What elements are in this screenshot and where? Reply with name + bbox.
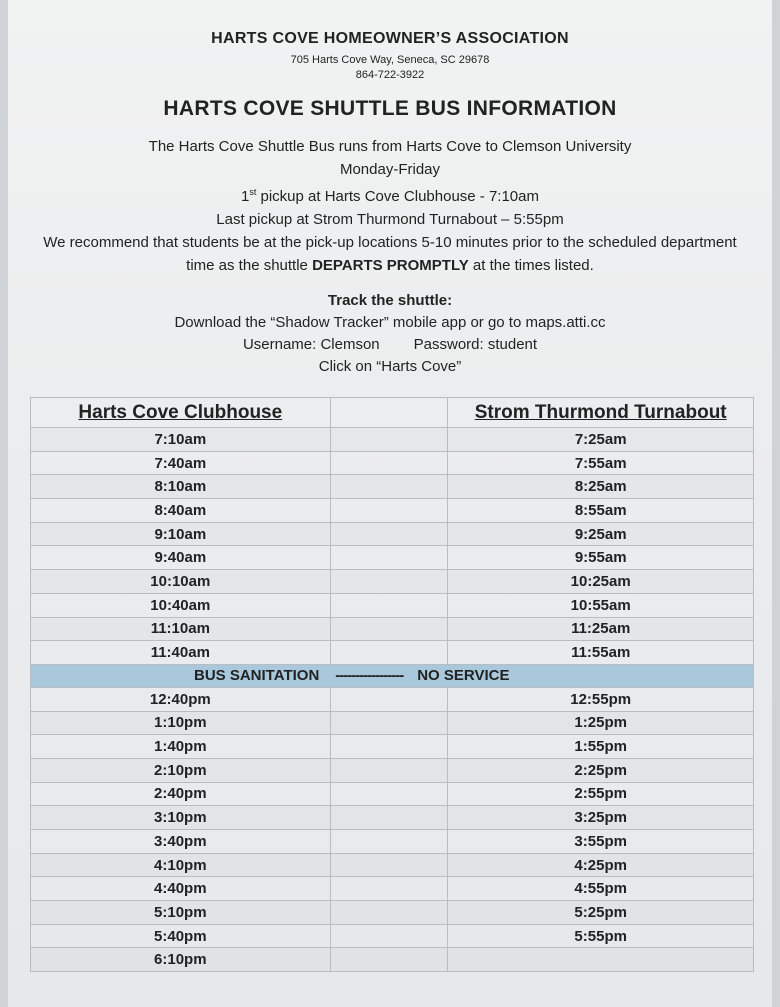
row-spacer (330, 570, 448, 594)
row-spacer (330, 641, 448, 665)
turnabout-time: 9:55am (448, 546, 754, 570)
clubhouse-time: 1:40pm (31, 735, 331, 759)
row-spacer (330, 948, 448, 972)
clubhouse-time: 5:10pm (31, 901, 331, 925)
turnabout-time: 10:55am (448, 593, 754, 617)
first-pickup-suffix: st (249, 187, 257, 197)
schedule-row (31, 948, 754, 972)
schedule-row (31, 499, 754, 523)
turnabout-time (448, 948, 754, 972)
recommendation-end: at the times listed. (468, 257, 594, 274)
clubhouse-time: 9:10am (31, 522, 331, 546)
association-phone: 864-722-3922 (355, 69, 425, 81)
turnabout-time: 4:55pm (448, 877, 754, 901)
turnabout-time: 4:25pm (448, 853, 754, 877)
row-spacer (330, 687, 448, 711)
tracking-username: Username: Clemson (242, 336, 380, 353)
last-pickup: Last pickup at Strom Thurmond Turnabout – 5:55pm (216, 211, 564, 228)
turnabout-time: 11:25am (448, 617, 754, 641)
clubhouse-time: 9:40am (31, 546, 331, 570)
schedule-row (31, 475, 754, 499)
col-header-turnabout (448, 398, 754, 428)
clubhouse-time: 5:40pm (31, 924, 331, 948)
clubhouse-time: 11:10am (31, 617, 331, 641)
turnabout-time: 1:25pm (448, 711, 754, 735)
tracking-password: Password: student (413, 336, 538, 353)
tracking-heading: Track the shuttle: (327, 292, 453, 309)
schedule-row (31, 782, 754, 806)
schedule-row (31, 451, 754, 475)
association-header (0, 30, 780, 81)
clubhouse-time: 8:10am (31, 475, 331, 499)
row-spacer (330, 830, 448, 854)
turnabout-time: 2:25pm (448, 758, 754, 782)
recommendation-note (30, 231, 750, 277)
service-days: Monday-Friday (339, 161, 441, 178)
clubhouse-time: 3:40pm (31, 830, 331, 854)
row-spacer (330, 522, 448, 546)
row-spacer (330, 853, 448, 877)
col-header-turnabout-label: Strom Thurmond Turnabout (474, 401, 727, 423)
schedule-row (31, 830, 754, 854)
page-title: HARTS COVE SHUTTLE BUS INFORMATION (163, 97, 617, 120)
schedule-row (31, 758, 754, 782)
turnabout-time: 7:55am (448, 451, 754, 475)
row-spacer (330, 735, 448, 759)
schedule-row (31, 735, 754, 759)
schedule-row (31, 641, 754, 665)
departs-promptly: DEPARTS PROMPTLY (312, 257, 469, 274)
turnabout-time: 10:25am (448, 570, 754, 594)
turnabout-time: 12:55pm (448, 687, 754, 711)
service-route: The Harts Cove Shuttle Bus runs from Harts Cove to Clemson University (148, 138, 632, 155)
service-info (0, 135, 780, 231)
clubhouse-time: 4:10pm (31, 853, 331, 877)
sanitation-label: BUS SANITATION (194, 667, 320, 685)
association-name: HARTS COVE HOMEOWNER’S ASSOCIATION (211, 30, 569, 47)
col-header-clubhouse-label: Harts Cove Clubhouse (78, 401, 283, 423)
schedule-row (31, 853, 754, 877)
sanitation-break-cell (31, 664, 754, 687)
first-pickup-text: pickup at Harts Cove Clubhouse - 7:10am (256, 188, 539, 205)
row-spacer (330, 806, 448, 830)
row-spacer (330, 428, 448, 452)
schedule-header-row (31, 398, 754, 428)
row-spacer (330, 546, 448, 570)
row-spacer (330, 617, 448, 641)
turnabout-time: 7:25am (448, 428, 754, 452)
schedule-row (31, 428, 754, 452)
clubhouse-time: 12:40pm (31, 687, 331, 711)
schedule-row (31, 593, 754, 617)
row-spacer (330, 499, 448, 523)
row-spacer (330, 711, 448, 735)
turnabout-time: 3:55pm (448, 830, 754, 854)
schedule-row (31, 546, 754, 570)
first-pickup-ordinal: 1 (240, 188, 250, 205)
sanitation-break-row (31, 664, 754, 687)
recommendation-text: We recommend that students be at the pick-up locations 5-10 minutes prior to the scheduled department time as the shuttle (43, 234, 737, 274)
clubhouse-time: 10:40am (31, 593, 331, 617)
turnabout-time: 5:55pm (448, 924, 754, 948)
clubhouse-time: 2:40pm (31, 782, 331, 806)
schedule-row (31, 901, 754, 925)
tracking-click: Click on “Harts Cove” (318, 358, 462, 375)
tracking-download: Download the “Shadow Tracker” mobile app or go to maps.atti.cc (174, 314, 606, 331)
row-spacer (330, 877, 448, 901)
clubhouse-time: 6:10pm (31, 948, 331, 972)
turnabout-time: 11:55am (448, 641, 754, 665)
association-address: 705 Harts Cove Way, Seneca, SC 29678 (290, 54, 490, 66)
clubhouse-time: 10:10am (31, 570, 331, 594)
row-spacer (330, 758, 448, 782)
turnabout-time: 1:55pm (448, 735, 754, 759)
schedule-row (31, 617, 754, 641)
tracking-credentials (0, 334, 780, 356)
row-spacer (330, 451, 448, 475)
schedule-row (31, 806, 754, 830)
row-spacer (330, 924, 448, 948)
col-header-spacer (330, 398, 448, 428)
turnabout-time: 8:25am (448, 475, 754, 499)
sanitation-dashes: ----------------- (335, 667, 404, 685)
turnabout-time: 8:55am (448, 499, 754, 523)
schedule-row (31, 711, 754, 735)
schedule-table (30, 397, 754, 972)
clubhouse-time: 7:40am (31, 451, 331, 475)
clubhouse-time: 2:10pm (31, 758, 331, 782)
tracking-info (0, 290, 780, 378)
schedule-row (31, 877, 754, 901)
clubhouse-time: 8:40am (31, 499, 331, 523)
row-spacer (330, 593, 448, 617)
schedule-row (31, 924, 754, 948)
clubhouse-time: 3:10pm (31, 806, 331, 830)
clubhouse-time: 7:10am (31, 428, 331, 452)
col-header-clubhouse (31, 398, 331, 428)
schedule-row (31, 570, 754, 594)
clubhouse-time: 1:10pm (31, 711, 331, 735)
clubhouse-time: 11:40am (31, 641, 331, 665)
turnabout-time: 5:25pm (448, 901, 754, 925)
schedule-row (31, 687, 754, 711)
turnabout-time: 3:25pm (448, 806, 754, 830)
schedule-row (31, 522, 754, 546)
row-spacer (330, 782, 448, 806)
row-spacer (330, 475, 448, 499)
first-pickup (0, 181, 780, 208)
turnabout-time: 2:55pm (448, 782, 754, 806)
clubhouse-time: 4:40pm (31, 877, 331, 901)
no-service-label: NO SERVICE (417, 667, 510, 685)
row-spacer (330, 901, 448, 925)
turnabout-time: 9:25am (448, 522, 754, 546)
